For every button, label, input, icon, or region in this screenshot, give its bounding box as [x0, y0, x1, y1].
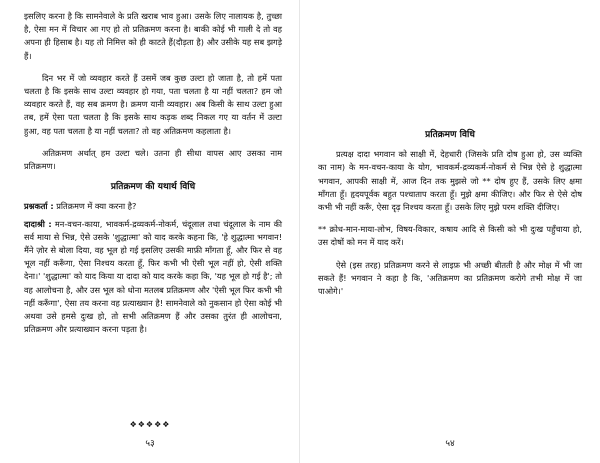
- footnote: ** क्रोध-मान-माया-लोभ, विषय-विकार, कषाय आदि से किसी को भी दुःख पहुँचाया हो, उस दोषों को मन में याद करें।: [318, 224, 582, 248]
- left-text-column: [24, 10, 282, 336]
- ornament-divider: ❖❖❖❖❖: [129, 420, 171, 429]
- right-text-column: [318, 127, 582, 298]
- closing-paragraph: ऐसे (इस तरह) प्रतिक्रमण करने से लाइफ़ भी अच्छी बीतती है और मोक्ष में भी जा सकते हैं! भगवान ने कहा है कि, 'अतिक्रमण का प्रतिक्रमण करोगे तभी मोक्ष में जा पाओगे।': [318, 259, 582, 297]
- kraman-paragraph: दिन भर में जो व्यवहार करते हैं उसमें जब कुछ उल्टा हो जाता है, तो हमें पता चलता है कि इसके साथ उल्टा व्यवहार हो गया, पता चलता है या नहीं चलता? हम जो व्यवहार करते हैं, वह सब क्रमण है। क्रमण यानी व्यवहार। अब किसी के साथ उल्टा हुआ तब, हमें ऐसा पता चलता है कि इसके साथ कड़क शब्द निकल गए या वर्तन में उल्टा हुआ, वह पता चलता है या नहीं चलता? तो वह अतिक्रमण कहलाता है।: [24, 72, 282, 136]
- question-text: प्रतिक्रमण में क्या करना है?: [56, 201, 137, 212]
- right-page-number: ५४: [445, 439, 455, 449]
- right-page: [300, 0, 600, 463]
- left-page-number: ५३: [145, 439, 155, 449]
- intro-paragraph: इसलिए करना है कि सामनेवाले के प्रति खराब भाव हुआ। उसके लिए नालायक है, तुच्छा है, ऐसा मन में विचार आ गए हो तो प्रतिक्रमण करना है। बाकी कोई भी गाली दे तो वह अपना ही हिसाब है। यह तो निमित्त को ही काटते हैं(दौड़ता है) और उसीके यह सब झगड़े हैं।: [24, 11, 282, 61]
- section-heading: प्रतिक्रमण की यथार्थ विधि: [110, 182, 196, 193]
- vidhi-heading: प्रतिक्रमण विधि: [425, 130, 475, 140]
- answer-text: मन-वचन-काया, भावकर्म-द्रव्यकर्म-नोकर्म, चंदूलाल तथा चंदूलाल के नाम की सर्व माया से भिन्न, ऐसे उसके 'शुद्धात्मा' को याद करके कहना कि, 'हे शुद्धात्मा भगवान! मैंने ज़ोर से बोला दिया, वह भूल हो गई इसलिए उसकी माफ़ी माँगता हूँ, और फिर से वह भूल नहीं करूँगा, ऐसा निश्चय करता हूँ, फिर कभी भी ऐसी भूल नहीं हो, ऐसी शक्ति देना।' 'शुद्धात्मा' को याद किया या दादा को याद करके कहा कि, 'यह भूल हो गई है'; तो वह आलोचना है, और उस भूल को धोना मतलब प्रतिक्रमण और 'ऐसी भूल फिर कभी भी नहीं करूँगा', ऐसा तय करना वह प्रत्याख्यान है! सामनेवाले को नुकसान हो ऐसा कोई भी अथवा उसे हमसे दुःख हो, तो सभी अतिक्रमण हैं और उसका तुरंत ही आलोचना, प्रतिक्रमण और प्रत्याख्यान करना पड़ता है।: [24, 218, 282, 335]
- atikraman-paragraph: अतिक्रमण अर्थात् हम उल्टा चले। उतना ही सीधा वापस आए उसका नाम प्रतिक्रमण।: [24, 147, 282, 172]
- question-label: प्रश्नकर्ता :: [24, 201, 54, 212]
- question: [24, 200, 282, 213]
- answer: [24, 218, 282, 337]
- answer-label: दादाश्री :: [24, 218, 52, 229]
- vidhi-paragraph: प्रत्यक्ष दादा भगवान को साक्षी में, देहधारी (जिसके प्रति दोष हुआ हो, उस व्यक्ति का नाम) के मन-वचन-काया के योग, भावकर्म-द्रव्यकर्म-नोकर्म से भिन्न ऐसे हे शुद्धात्मा भगवान, आपकी साक्षी में, आज दिन तक मुझसे जो ** दोष हुए हैं, उसके लिए क्षमा माँगता हूँ। हृदयपूर्वक बहुत पश्चाताप करता हूँ। मुझे क्षमा कीजिए। और फिर से ऐसे दोष कभी भी नहीं करूँ, ऐसा दृढ़ निश्चय करता हूँ। उसके लिए मुझे परम शक्ति दीजिए।: [318, 149, 582, 213]
